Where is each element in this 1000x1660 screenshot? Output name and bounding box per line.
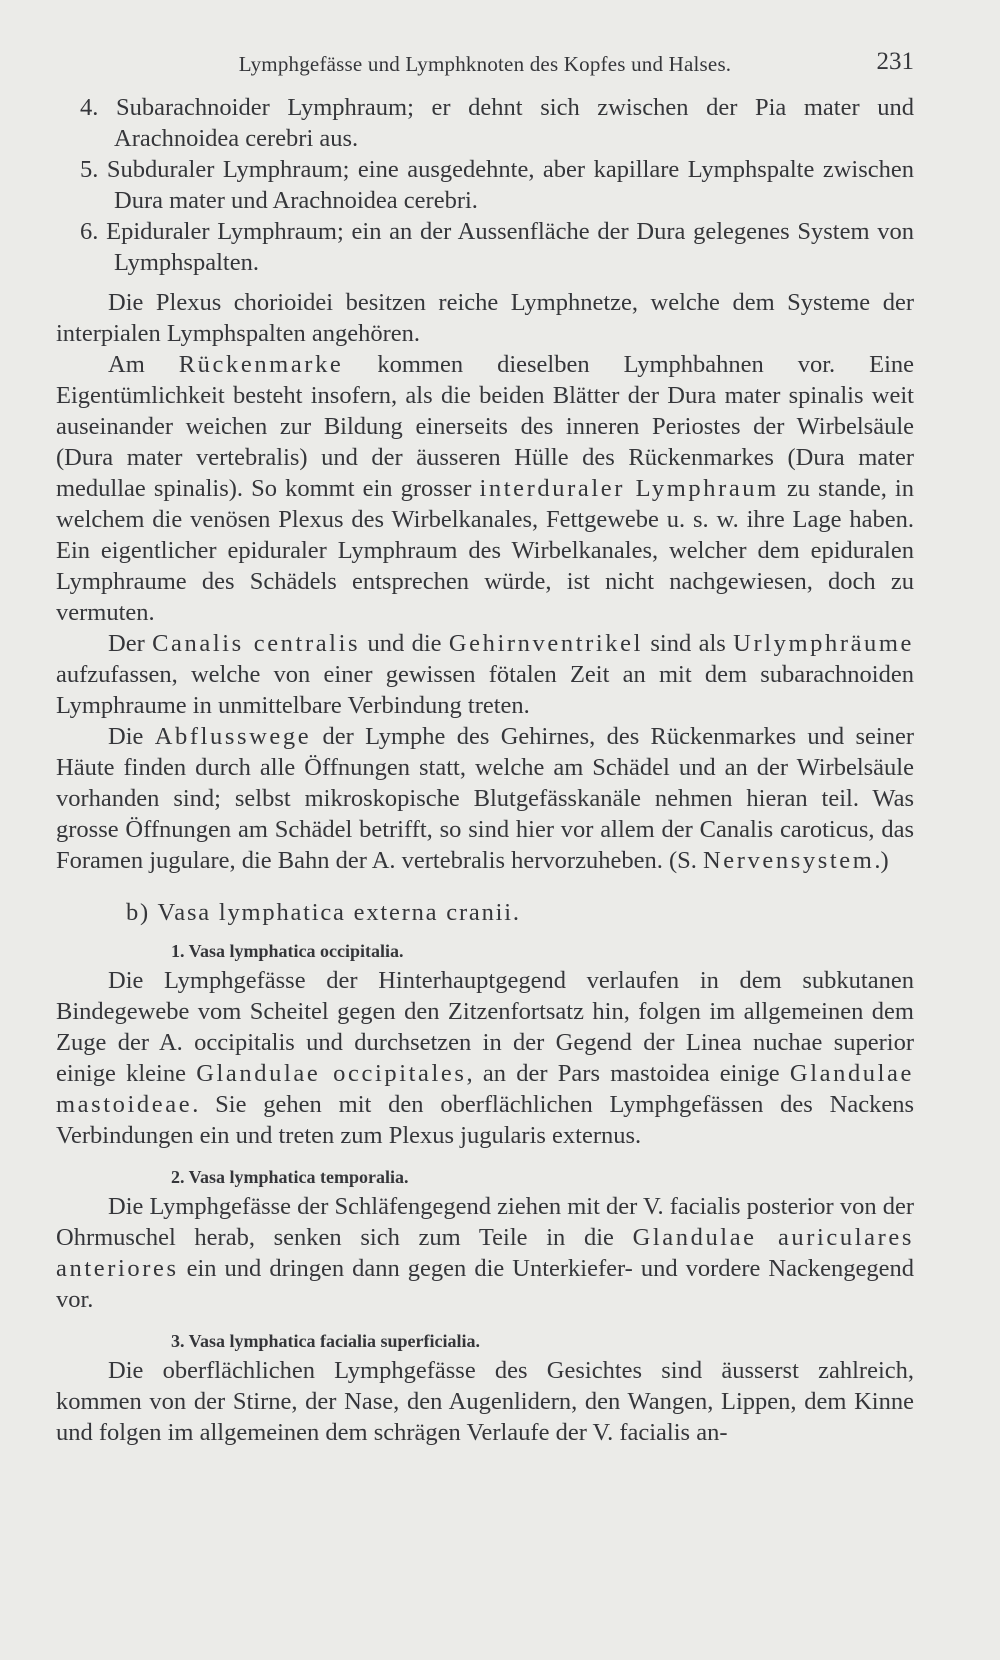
spaced-term: Gehirnventrikel bbox=[448, 630, 644, 657]
text-run: zu stande, in welchem die venösen Plexus des Wirbelkanales, Fettgewebe u. s. w. ihre Lage haben. Ein eigentlicher epiduraler Lymphraum des Wirbelkanales, welcher dem epiduralen Lymphraume des Schädels entsprechen würde, ist nicht nachgewiesen, doch zu vermuten. bbox=[56, 475, 914, 626]
paragraph bbox=[56, 628, 914, 721]
spaced-term: Abflusswege bbox=[154, 723, 312, 750]
list-item bbox=[56, 216, 914, 278]
text-run: der Lymphe des Gehirnes, des Rückenmarkes und seiner Häute finden durch alle Öffnungen statt, welche am Schädel und an der Wirbelsäule vorhanden sind; selbst mikroskopische Blutgefässkanäle nehmen hieran teil. Was grosse Öffnungen am Schädel betrifft, so sind hier vor allem der Canalis caroticus, das Foramen jugulare, die Bahn der A. vertebralis hervorzuheben. (S. bbox=[56, 723, 914, 874]
text-run: und die bbox=[367, 630, 442, 657]
text-run: .) bbox=[874, 847, 889, 874]
text-run: aufzufassen, welche von einer gewissen fötalen Zeit an mit dem subarachnoiden Lymphraume in unmittelbare Verbindung treten. bbox=[56, 661, 914, 719]
paragraph bbox=[56, 721, 914, 876]
text-run: sind als bbox=[650, 630, 726, 657]
paragraph: Die Plexus chorioidei besitzen reiche Lymphnetze, welche dem Systeme der interpialen Lymphspalten angehören. bbox=[56, 289, 914, 347]
item-number: 6. bbox=[80, 218, 99, 245]
item-text: Subarachnoider Lymphraum; er dehnt sich zwischen der Pia mater und Arachnoidea cerebri aus. bbox=[114, 94, 915, 152]
spaced-term: interduraler Lymphraum bbox=[479, 475, 779, 502]
item-text: Subduraler Lymphraum; eine ausgedehnte, aber kapillare Lymphspalte zwischen Dura mater und Arachnoidea cerebri. bbox=[106, 156, 915, 214]
section-title: Vasa lymphatica externa cranii. bbox=[157, 899, 521, 926]
item-number: 5. bbox=[80, 156, 99, 183]
paragraph bbox=[56, 965, 914, 1151]
section-label: b) bbox=[126, 899, 151, 926]
page-header bbox=[56, 48, 914, 82]
spaced-term: Glandulae mastoideae bbox=[56, 1060, 915, 1118]
text-run: kommen dieselben Lymphbahnen vor. Eine Eigentümlichkeit besteht insofern, als die beiden Blätter der Dura mater spinalis weit auseinander weichen zur Bildung einerseits des inneren Periostes der Wirbelsäule (Dura mater vertebralis) und der äusseren Hülle des Rückenmarkes (Dura mater medullae spinalis). So kommt ein grosser bbox=[56, 351, 915, 502]
list-item bbox=[56, 154, 914, 216]
paragraph: Die oberflächlichen Lymphgefässe des Gesichtes sind äusserst zahlreich, kommen von der Stirne, der Nase, den Augenlidern, den Wangen, Lippen, dem Kinne und folgen im allgemeinen dem schrägen Verlaufe der V. facialis an- bbox=[56, 1357, 914, 1446]
section-heading bbox=[56, 897, 914, 928]
text-run: Die Lymphgefässe der Hinterhauptgegend verlaufen in dem subkutanen Bindegewebe vom Scheitel gegen den Zitzenfortsatz hin, folgen im allgemeinen dem Zuge der A. occipitalis und durchsetzen in der Gegend der Linea nuchae superior einige kleine bbox=[56, 967, 914, 1087]
subsection-heading: 3. Vasa lymphatica facialia superficialia. bbox=[171, 1331, 481, 1351]
page-number: 231 bbox=[876, 48, 914, 75]
text-run: ein und dringen dann gegen die Unterkiefer- und vordere Nackengegend vor. bbox=[56, 1255, 915, 1313]
spaced-term: Glandulae occipitales bbox=[196, 1060, 467, 1087]
text-run: , an der Pars mastoidea einige bbox=[466, 1060, 780, 1087]
text-run: Der bbox=[108, 630, 145, 657]
subsection-heading: 2. Vasa lymphatica temporalia. bbox=[171, 1167, 409, 1187]
subsection-heading: 1. Vasa lymphatica occipitalia. bbox=[171, 941, 404, 961]
text-run: . Sie gehen mit den oberflächlichen Lymphgefässen des Nackens Verbindungen ein und treten zum Plexus jugularis externus. bbox=[56, 1091, 914, 1149]
spaced-term: Rückenmarke bbox=[178, 351, 344, 378]
spaced-term: Nervensystem bbox=[703, 847, 875, 874]
paragraph bbox=[56, 1191, 914, 1315]
running-head: Lymphgefässe und Lymphknoten des Kopfes und Halses. bbox=[238, 52, 732, 76]
text-run: Die Lymphgefässe der Schläfengegend ziehen mit der V. facialis posterior von der Ohrmuschel herab, senken sich zum Teile in die bbox=[56, 1193, 914, 1251]
item-text: Epiduraler Lymphraum; ein an der Aussenfläche der Dura gelegenes System von Lymphspalten. bbox=[106, 218, 915, 276]
text-run: Die bbox=[108, 723, 144, 750]
spaced-term: Canalis centralis bbox=[152, 630, 361, 657]
spaced-term: Glandulae auriculares anteriores bbox=[56, 1224, 915, 1282]
text-run: Am bbox=[108, 351, 145, 378]
spaced-term: Urlymphräume bbox=[733, 630, 915, 657]
paragraph bbox=[56, 349, 914, 628]
item-number: 4. bbox=[80, 94, 99, 121]
page-body bbox=[56, 92, 914, 1448]
list-item bbox=[56, 92, 914, 154]
